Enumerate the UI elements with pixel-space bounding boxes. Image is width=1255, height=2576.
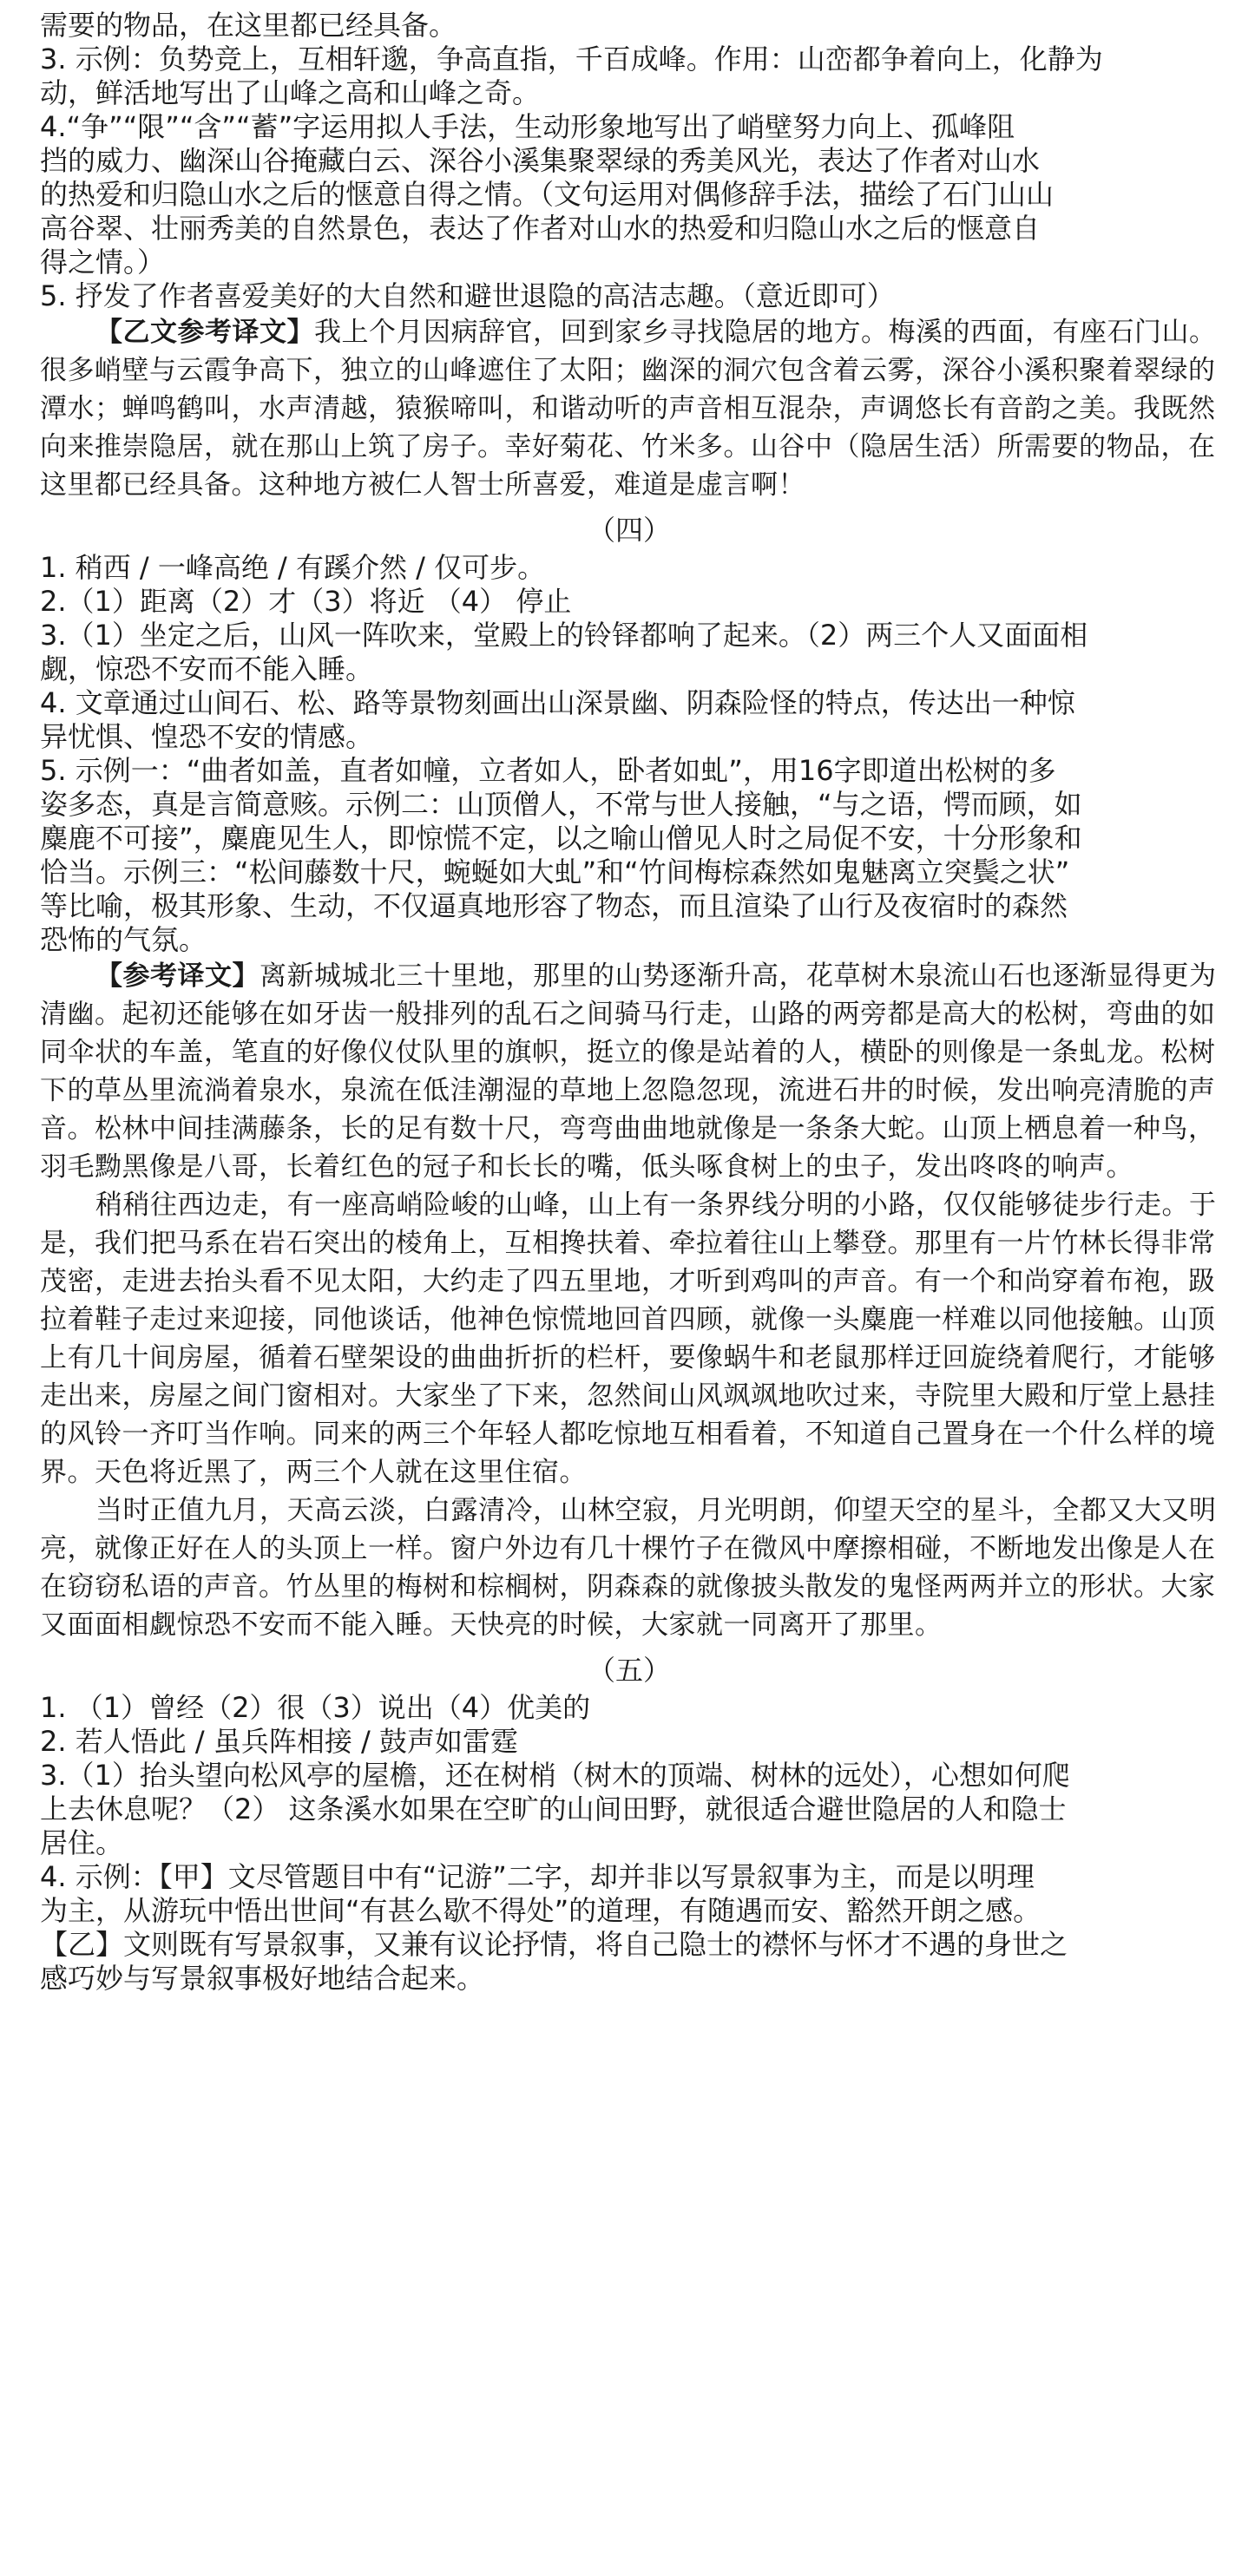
answer-4-line: 4. 示例：【甲】文尽管题目中有“记游”二字，却并非以写景叙事为主，而是以明理 (40, 1860, 1035, 1893)
answer-5-line: 恰当。示例三：“松间藤数十尺，蜿蜒如大虬”和“竹间梅棕森然如鬼魅离立突鬓之状” (40, 855, 1070, 888)
answer-5-line: 等比喻，极其形象、生动，不仅逼真地形容了物态，而且渲染了山行及夜宿时的森然 (40, 889, 1068, 922)
answer-4-line: 得之情。） (40, 246, 166, 279)
continuation-line: 需要的物品，在这里都已经具备。 (40, 9, 457, 42)
answer-1-line: 1. （1）曾经（2）很（3）说出（4）优美的 (40, 1691, 591, 1724)
translation-label: 【乙文参考译文】 (95, 317, 314, 348)
answer-3-line: 3. 示例：负势竞上，互相轩邈，争高直指，千百成峰。作用：山峦都争着向上，化静为 (40, 43, 1103, 75)
section-title-4: （四） (587, 514, 671, 547)
answer-3-line: 觑，惊恐不安而不能入睡。 (40, 652, 374, 685)
answer-3-line: 动，鲜活地写出了山峰之高和山峰之奇。 (40, 76, 541, 109)
answer-2-line: 2.（1）距离（2）才（3）将近 （4） 停止 (40, 585, 572, 618)
answer-3-line: 上去休息呢？（2） 这条溪水如果在空旷的山间田野，就很适合避世隐居的人和隐士 (40, 1793, 1067, 1825)
translation-paragraph (40, 957, 1219, 1186)
answer-1-line: 1. 稍西 / 一峰高绝 / 有蹊介然 / 仅可步。 (40, 551, 546, 584)
translation-paragraph: 稍稍往西边走，有一座高峭险峻的山峰，山上有一条界线分明的小路，仅仅能够徒步行走。于是，我们把马系在岩石突出的棱角上，互相搀扶着、牵拉着往山上攀登。那里有一片竹林长得非常茂密，走进去抬头看不见太阳，大约走了四五里地，才听到鸡叫的声音。有一个和尚穿着布袍，趿拉着鞋子走过来迎接，同他谈话，他神色惊慌地回首四顾，就像一头麋鹿一样难以同他接触。山顶上有几十间房屋，循着石壁架设的曲曲折折的栏杆，要像蜗牛和老鼠那样迂回旋绕着爬行，才能够走出来，房屋之间门窗相对。大家坐了下来，忽然间山风飒飒地吹过来，寺院里大殿和厅堂上悬挂的风铃一齐叮当作响。同来的两三个年轻人都吃惊地互相看着，不知道自己置身在一个什么样的境界。天色将近黑了，两三个人就在这里住宿。 (40, 1190, 1217, 1488)
translation-paragraph (40, 313, 1219, 504)
answer-3-line: 3.（1）坐定之后，山风一阵吹来，堂殿上的铃铎都响了起来。（2）两三个人又面面相 (40, 619, 1088, 652)
answer-5-line: 恐怖的气氛。 (40, 923, 207, 956)
section-title-5: （五） (587, 1654, 671, 1687)
answer-4-line: 【乙】文则既有写景叙事，又兼有议论抒情，将自己隐士的襟怀与怀才不遇的身世之 (40, 1928, 1068, 1961)
translation-text: 离新城城北三十里地，那里的山势逐渐升高，花草树木泉流山石也逐渐显得更为清幽。起初还能够在如牙齿一般排列的乱石之间骑马行走，山路的两旁都是高大的松树，弯曲的如同伞状的车盖，笔直的好像仪仗队里的旗帜，挺立的像是站着的人，横卧的则像是一条虬龙。松树下的草丛里流淌着泉水，泉流在低洼潮湿的草地上忽隐忽现，流进石井的时候，发出响亮清脆的声音。松林中间挂满藤条，长的足有数十尺，弯弯曲曲地就像是一条条大蛇。山顶上栖息着一种鸟，羽毛黝黑像是八哥，长着红色的冠子和长长的嘴，低头啄食树上的虫子，发出咚咚的响声。 (40, 960, 1217, 1183)
answer-2-line: 2. 若人悟此 / 虽兵阵相接 / 鼓声如雷霆 (40, 1725, 518, 1758)
translation-label: 【参考译文】 (95, 960, 260, 992)
answer-5-line: 麋鹿不可接”，麋鹿见生人，即惊慌不定，以之喻山僧见人时之局促不安，十分形象和 (40, 822, 1082, 855)
answer-4-line: 感巧妙与写景叙事极好地结合起来。 (40, 1962, 485, 1995)
answer-4-line: 的热爱和归隐山水之后的惬意自得之情。（文句运用对偶修辞手法，描绘了石门山山 (40, 178, 1055, 211)
answer-3-line: 3.（1）抬头望向松风亭的屋檐，还在树梢（树木的顶端、树林的远处），心想如何爬 (40, 1759, 1070, 1792)
answer-4-line: 4. 文章通过山间石、松、路等景物刻画出山深景幽、阴森险怪的特点，传达出一种惊 (40, 686, 1075, 719)
answer-4-line: 高谷翠、壮丽秀美的自然景色，表达了作者对山水的热爱和归隐山水之后的惬意自 (40, 212, 1041, 245)
answer-5-line: 姿多态，真是言简意赅。示例二：山顶僧人，不常与世人接触，“与之语，愕而顾，如 (40, 788, 1082, 821)
translation-paragraph: 当时正值九月，天高云淡，白露清冷，山林空寂，月光明朗，仰望天空的星斗，全都又大又明亮，就像正好在人的头顶上一样。窗户外边有几十棵竹子在微风中摩擦相碰，不断地发出像是人在在窃窃私语的声音。竹丛里的梅树和棕榈树，阴森森的就像披头散发的鬼怪两两并立的形状。大家又面面相觑惊恐不安而不能入睡。天快亮的时候，大家就一同离开了那里。 (40, 1495, 1217, 1641)
answer-4-line: 为主，从游玩中悟出世间“有甚么歇不得处”的道理，有随遇而安、豁然开朗之感。 (40, 1894, 1041, 1927)
answer-4-line: 挡的威力、幽深山谷掩藏白云、深谷小溪集聚翠绿的秀美风光，表达了作者对山水 (40, 144, 1041, 177)
answer-5-line: 5. 示例一：“曲者如盖，直者如幢，立者如人，卧者如虬”，用16字即道出松树的多 (40, 754, 1056, 787)
answer-4-line: 4.“争”“限”“含”“蓄”字运用拟人手法，生动形象地写出了峭壁努力向上、孤峰阻 (40, 110, 1015, 143)
translation-text: 我上个月因病辞官，回到家乡寻找隐居的地方。梅溪的西面，有座石门山。很多峭壁与云霞争高下，独立的山峰遮住了太阳；幽深的洞穴包含着云雾，深谷小溪积聚着翠绿的潭水；蝉鸣鹤叫，水声清越，猿猴啼叫，和谐动听的声音相互混杂，声调悠长有音韵之美。我既然向来推崇隐居，就在那山上筑了房子。幸好菊花、竹米多。山谷中（隐居生活）所需要的物品，在这里都已经具备。这种地方被仁人智士所喜爱，难道是虚言啊！ (40, 317, 1217, 501)
answer-3-line: 居住。 (40, 1826, 124, 1859)
answer-5-line: 5. 抒发了作者喜爱美好的大自然和避世退隐的高洁志趣。（意近即可） (40, 279, 895, 312)
answer-4-line: 异忧惧、惶恐不安的情感。 (40, 720, 374, 753)
